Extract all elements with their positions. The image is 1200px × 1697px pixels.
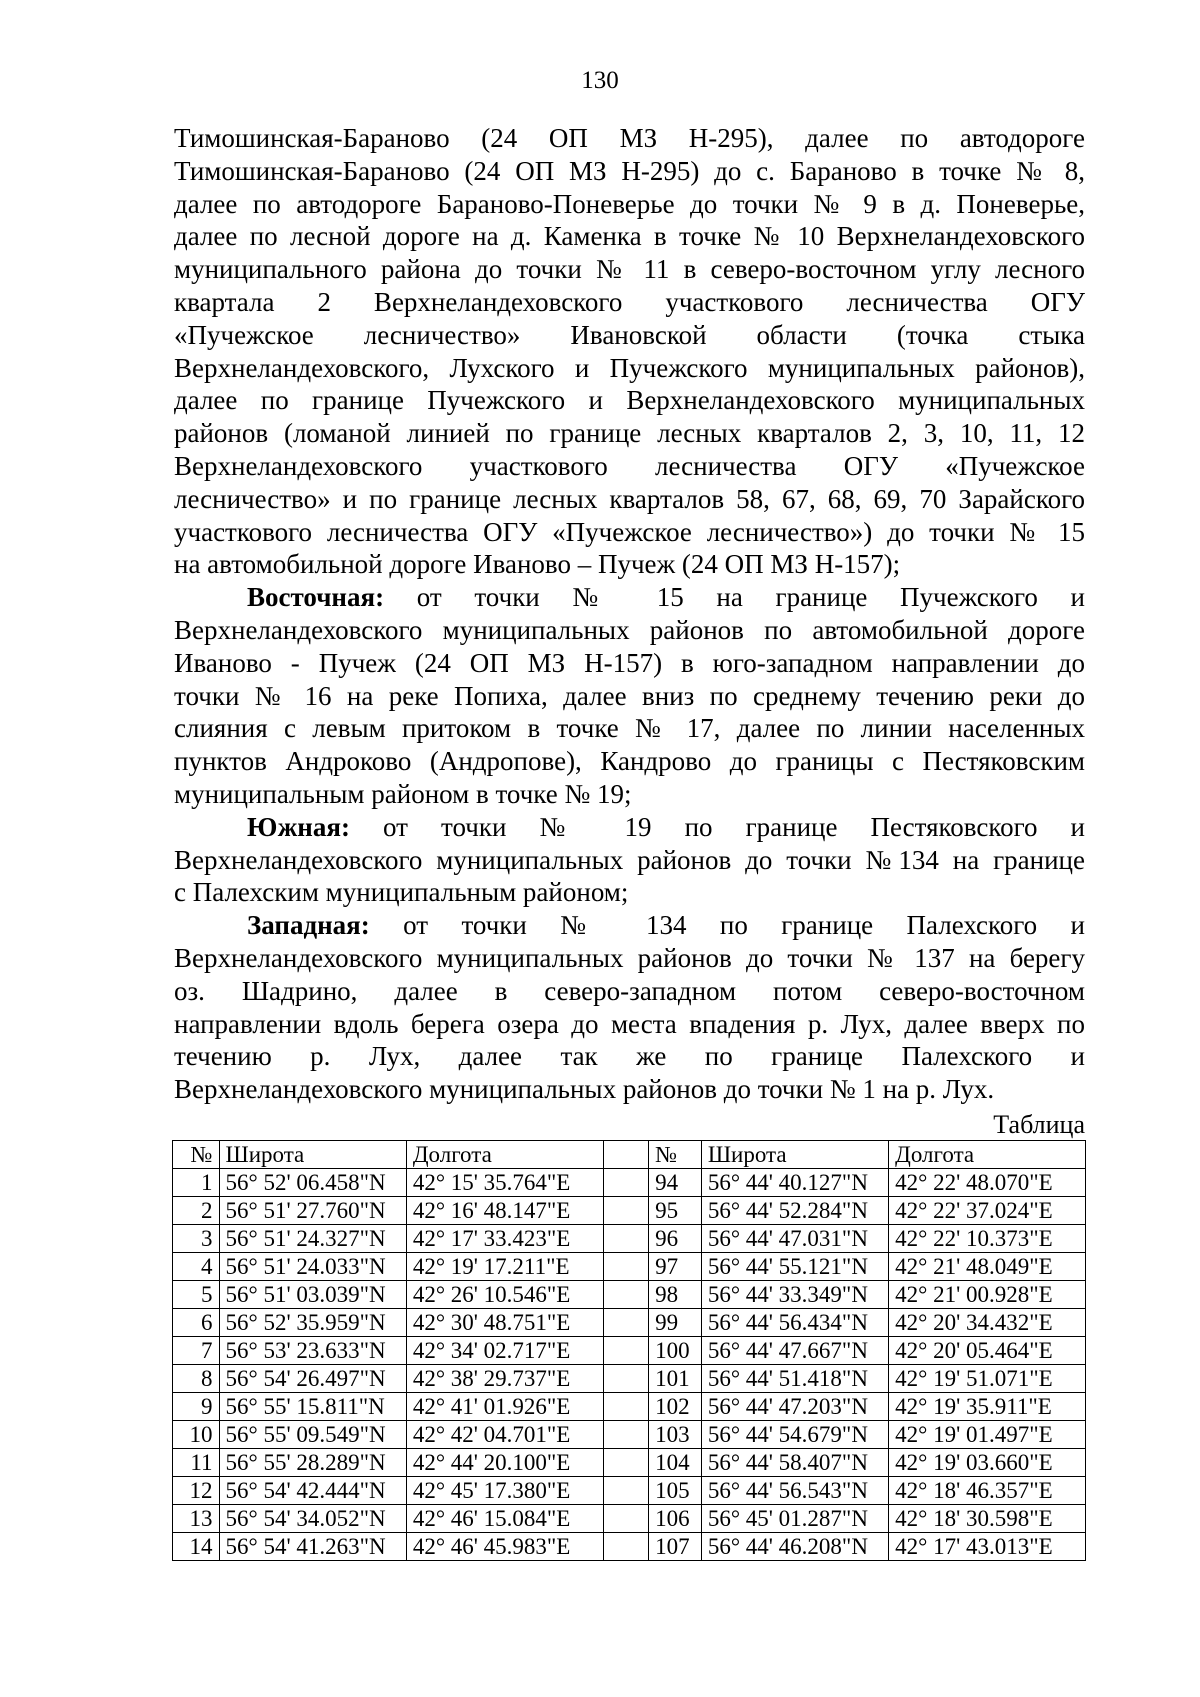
cell-number: 14 — [173, 1533, 220, 1561]
text-line: оз. Шадрино, далее в северо-западном потом северо-восточном — [174, 975, 1085, 1006]
table-row — [173, 1505, 1086, 1533]
cell-gap — [603, 1225, 648, 1253]
table-row — [173, 1169, 1086, 1197]
cell-number: 95 — [649, 1197, 702, 1225]
cell-latitude: 56° 44' 40.127"N — [701, 1169, 888, 1197]
cell-number: 2 — [173, 1197, 220, 1225]
body-text — [174, 122, 1085, 1106]
cell-latitude: 56° 51' 27.760"N — [219, 1197, 406, 1225]
text-line: районов (ломаной линией по границе лесных кварталов 2, 3, 10, 11, 12 — [174, 418, 1085, 449]
text-line: Верхнеландеховского, Лухского и Пучежского муниципальных районов), — [174, 352, 1085, 383]
text-line: слияния с левым притоком в точке № 17, далее по линии населенных — [174, 713, 1085, 744]
cell-longitude: 42° 46' 45.983"E — [406, 1533, 603, 1561]
cell-gap — [603, 1393, 648, 1421]
table-body — [173, 1169, 1086, 1561]
cell-gap — [603, 1253, 648, 1281]
cell-number: 5 — [173, 1281, 220, 1309]
table-row — [173, 1421, 1086, 1449]
coordinates-table — [172, 1140, 1086, 1561]
cell-longitude: 42° 15' 35.764"E — [406, 1169, 603, 1197]
text-line: направлении вдоль берега озера до места впадения р. Лух, далее вверх по — [174, 1008, 1085, 1039]
cell-number: 3 — [173, 1225, 220, 1253]
table-row — [173, 1533, 1086, 1561]
cell-gap — [603, 1337, 648, 1365]
text-line: Верхнеландеховского муниципальных районов до точки № 1 на р. Лух. — [174, 1074, 995, 1105]
cell-latitude: 56° 44' 46.208"N — [701, 1533, 888, 1561]
cell-number: 104 — [649, 1449, 702, 1477]
cell-longitude: 42° 30' 48.751"E — [406, 1309, 603, 1337]
cell-latitude: 56° 54' 42.444"N — [219, 1477, 406, 1505]
cell-longitude: 42° 19' 51.071"E — [889, 1365, 1086, 1393]
cell-number: 106 — [649, 1505, 702, 1533]
cell-gap — [603, 1533, 648, 1561]
text-line: лесничество» и по границе лесных кварталов 58, 67, 68, 69, 70 Зарайского — [174, 483, 1085, 514]
cell-longitude: 42° 17' 43.013"E — [889, 1533, 1086, 1561]
cell-latitude: 56° 44' 47.667"N — [701, 1337, 888, 1365]
cell-latitude: 56° 44' 56.543"N — [701, 1477, 888, 1505]
cell-longitude: 42° 19' 35.911"E — [889, 1393, 1086, 1421]
header-longitude: Долгота — [406, 1141, 603, 1169]
text-line: с Палехским муниципальным районом; — [174, 877, 629, 908]
cell-number: 8 — [173, 1365, 220, 1393]
text-line: Иваново - Пучеж (24 ОП МЗ Н-157) в юго-западном направлении до — [174, 647, 1085, 678]
cell-number: 6 — [173, 1309, 220, 1337]
text-line: пунктов Андроково (Андропове), Кандрово до границы с Пестяковским — [174, 746, 1085, 777]
east-first-text: от точки № 15 на границе Пучежского и — [416, 582, 1086, 613]
text-line: участкового лесничества ОГУ «Пучежское лесничество») до точки № 15 — [174, 516, 1085, 547]
cell-latitude: 56° 54' 34.052"N — [219, 1505, 406, 1533]
cell-longitude: 42° 19' 17.211"E — [406, 1253, 603, 1281]
cell-longitude: 42° 21' 00.928"E — [889, 1281, 1086, 1309]
cell-longitude: 42° 22' 10.373"E — [889, 1225, 1086, 1253]
cell-longitude: 42° 38' 29.737"E — [406, 1365, 603, 1393]
page-number: 130 — [581, 67, 619, 94]
text-line: «Пучежское лесничество» Ивановской области (точка стыка — [174, 319, 1085, 350]
cell-gap — [603, 1197, 648, 1225]
cell-latitude: 56° 51' 03.039"N — [219, 1281, 406, 1309]
header-latitude: Широта — [701, 1141, 888, 1169]
south-first-text: от точки № 19 по границе Пестяковского и — [383, 811, 1085, 842]
cell-latitude: 56° 55' 09.549"N — [219, 1421, 406, 1449]
cell-number: 10 — [173, 1421, 220, 1449]
text-line: Верхнеландеховского муниципальных районов до точки №134 на границе — [174, 844, 1085, 875]
cell-longitude: 42° 18' 30.598"E — [889, 1505, 1086, 1533]
text-line: далее по автодороге Бараново-Поневерье до точки № 9 в д. Поневерье, — [174, 188, 1085, 219]
west-first-text: от точки № 134 по границе Палехского и — [403, 910, 1086, 941]
text-line: Тимошинская-Бараново (24 ОП МЗ Н-295) до с. Бараново в точке № 8, — [174, 155, 1085, 186]
cell-longitude: 42° 19' 01.497"E — [889, 1421, 1086, 1449]
cell-number: 100 — [649, 1337, 702, 1365]
cell-longitude: 42° 20' 05.464"E — [889, 1337, 1086, 1365]
cell-latitude: 56° 52' 06.458"N — [219, 1169, 406, 1197]
cell-longitude: 42° 18' 46.357"E — [889, 1477, 1086, 1505]
west-boundary-first-line — [174, 909, 1085, 942]
cell-latitude: 56° 44' 33.349"N — [701, 1281, 888, 1309]
cell-latitude: 56° 52' 35.959"N — [219, 1309, 406, 1337]
cell-longitude: 42° 20' 34.432"E — [889, 1309, 1086, 1337]
east-heading: Восточная: — [247, 582, 385, 613]
south-heading: Южная: — [247, 811, 350, 842]
header-number: № — [173, 1141, 220, 1169]
text-line: Верхнеландеховского участкового лесничества ОГУ «Пучежское — [174, 450, 1085, 481]
cell-latitude: 56° 54' 26.497"N — [219, 1365, 406, 1393]
cell-longitude: 42° 22' 48.070"E — [889, 1169, 1086, 1197]
cell-number: 11 — [173, 1449, 220, 1477]
cell-number: 99 — [649, 1309, 702, 1337]
cell-longitude: 42° 34' 02.717"E — [406, 1337, 603, 1365]
cell-longitude: 42° 21' 48.049"E — [889, 1253, 1086, 1281]
table-row — [173, 1225, 1086, 1253]
cell-number: 13 — [173, 1505, 220, 1533]
cell-gap — [603, 1477, 648, 1505]
cell-number: 7 — [173, 1337, 220, 1365]
cell-longitude: 42° 41' 01.926"E — [406, 1393, 603, 1421]
text-line: Верхнеландеховского муниципальных районов до точки № 137 на берегу — [174, 942, 1085, 973]
header-gap — [603, 1141, 648, 1169]
cell-latitude: 56° 55' 15.811"N — [219, 1393, 406, 1421]
header-latitude: Широта — [219, 1141, 406, 1169]
cell-gap — [603, 1309, 648, 1337]
cell-longitude: 42° 17' 33.423"E — [406, 1225, 603, 1253]
cell-number: 4 — [173, 1253, 220, 1281]
table-row — [173, 1197, 1086, 1225]
cell-number: 103 — [649, 1421, 702, 1449]
table-row — [173, 1393, 1086, 1421]
south-boundary-first-line — [174, 811, 1085, 844]
cell-number: 102 — [649, 1393, 702, 1421]
cell-gap — [603, 1421, 648, 1449]
cell-latitude: 56° 44' 47.203"N — [701, 1393, 888, 1421]
table-caption: Таблица — [993, 1110, 1085, 1139]
cell-gap — [603, 1365, 648, 1393]
cell-longitude: 42° 19' 03.660"E — [889, 1449, 1086, 1477]
table-header-row — [173, 1141, 1086, 1169]
cell-number: 107 — [649, 1533, 702, 1561]
cell-gap — [603, 1505, 648, 1533]
cell-number: 94 — [649, 1169, 702, 1197]
cell-longitude: 42° 46' 15.084"E — [406, 1505, 603, 1533]
cell-latitude: 56° 54' 41.263"N — [219, 1533, 406, 1561]
text-line: далее по границе Пучежского и Верхнеландеховского муниципальных — [174, 385, 1085, 416]
cell-latitude: 56° 55' 28.289"N — [219, 1449, 406, 1477]
table-row — [173, 1281, 1086, 1309]
cell-latitude: 56° 51' 24.033"N — [219, 1253, 406, 1281]
cell-latitude: 56° 44' 47.031"N — [701, 1225, 888, 1253]
text-line: квартала 2 Верхнеландеховского участкового лесничества ОГУ — [174, 286, 1085, 317]
text-line: муниципального района до точки № 11 в северо-восточном углу лесного — [174, 254, 1085, 285]
table-row — [173, 1309, 1086, 1337]
text-line: Тимошинская-Бараново (24 ОП МЗ Н-295), далее по автодороге — [174, 123, 1085, 153]
cell-number: 9 — [173, 1393, 220, 1421]
cell-number: 12 — [173, 1477, 220, 1505]
text-line: Верхнеландеховского муниципальных районов по автомобильной дороге — [174, 614, 1085, 645]
table-row — [173, 1449, 1086, 1477]
cell-latitude: 56° 53' 23.633"N — [219, 1337, 406, 1365]
cell-latitude: 56° 44' 58.407"N — [701, 1449, 888, 1477]
text-line: муниципальным районом в точке № 19; — [174, 778, 632, 809]
table-row — [173, 1253, 1086, 1281]
east-boundary-first-line — [174, 581, 1085, 614]
cell-longitude: 42° 22' 37.024"E — [889, 1197, 1086, 1225]
west-heading: Западная: — [247, 910, 370, 941]
text-line: точки № 16 на реке Попиха, далее вниз по среднему течению реки до — [174, 680, 1085, 711]
cell-latitude: 56° 44' 52.284"N — [701, 1197, 888, 1225]
cell-longitude: 42° 16' 48.147"E — [406, 1197, 603, 1225]
cell-number: 97 — [649, 1253, 702, 1281]
cell-latitude: 56° 51' 24.327"N — [219, 1225, 406, 1253]
cell-longitude: 42° 44' 20.100"E — [406, 1449, 603, 1477]
cell-latitude: 56° 45' 01.287"N — [701, 1505, 888, 1533]
cell-number: 105 — [649, 1477, 702, 1505]
cell-longitude: 42° 42' 04.701"E — [406, 1421, 603, 1449]
cell-latitude: 56° 44' 51.418"N — [701, 1365, 888, 1393]
cell-number: 96 — [649, 1225, 702, 1253]
header-number: № — [649, 1141, 702, 1169]
cell-latitude: 56° 44' 54.679"N — [701, 1421, 888, 1449]
table-row — [173, 1337, 1086, 1365]
cell-number: 1 — [173, 1169, 220, 1197]
cell-number: 98 — [649, 1281, 702, 1309]
cell-gap — [603, 1281, 648, 1309]
cell-latitude: 56° 44' 56.434"N — [701, 1309, 888, 1337]
table-row — [173, 1477, 1086, 1505]
text-line: далее по лесной дороге на д. Каменка в точке № 10 Верхнеландеховского — [174, 221, 1085, 252]
cell-longitude: 42° 45' 17.380"E — [406, 1477, 603, 1505]
text-line: течению р. Лух, далее так же по границе Палехского и — [174, 1041, 1085, 1072]
table-row — [173, 1365, 1086, 1393]
cell-longitude: 42° 26' 10.546"E — [406, 1281, 603, 1309]
text-line: на автомобильной дороге Иваново – Пучеж (24 ОП МЗ Н-157); — [174, 549, 901, 580]
cell-latitude: 56° 44' 55.121"N — [701, 1253, 888, 1281]
cell-number: 101 — [649, 1365, 702, 1393]
cell-gap — [603, 1169, 648, 1197]
header-longitude: Долгота — [889, 1141, 1086, 1169]
cell-gap — [603, 1449, 648, 1477]
